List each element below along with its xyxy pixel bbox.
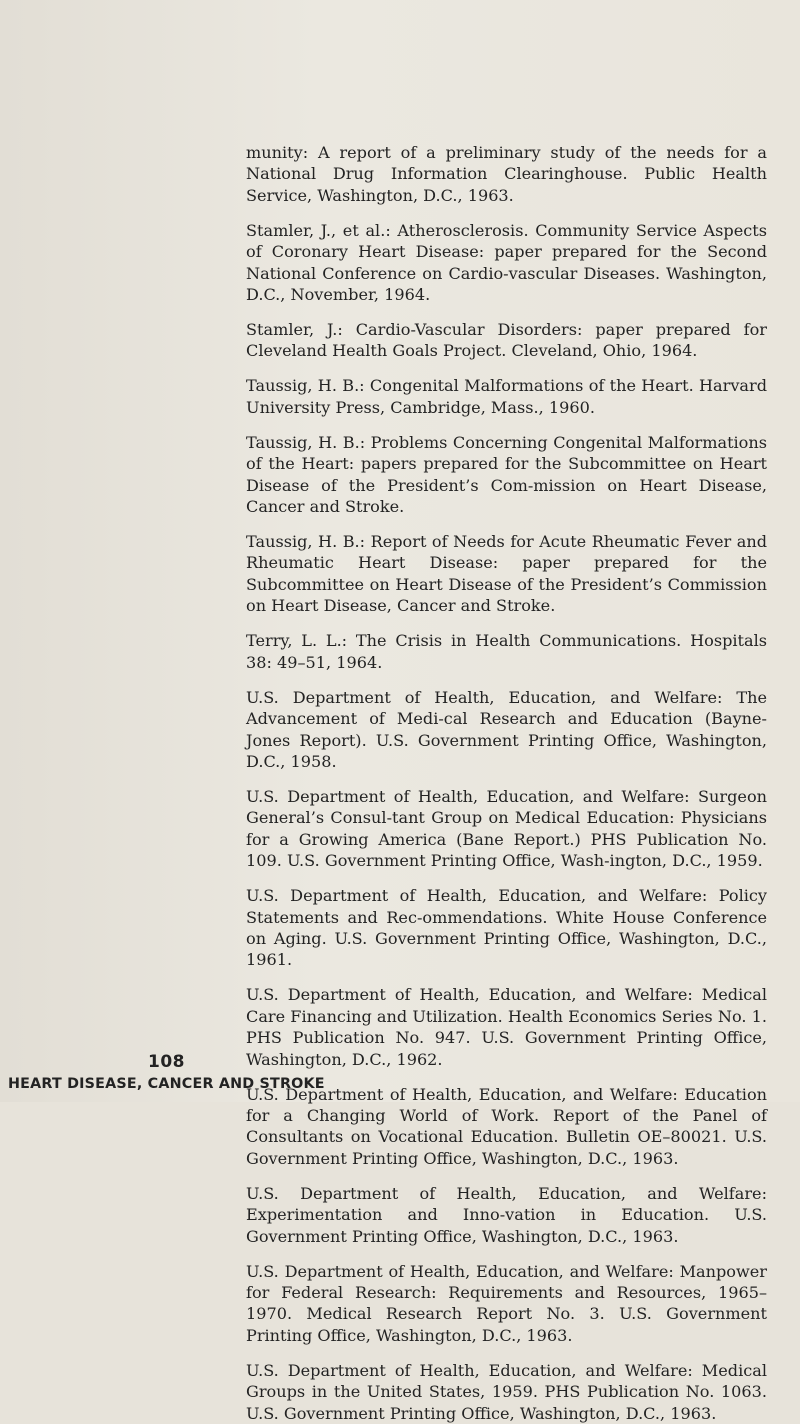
reference-entry: U.S. Department of Health, Education, and Welfare: Education for a Changing World of Work. Report of the Panel of Consultants on Vocational Education. Bulletin OE–80021. U.S. Government Printing Office, Washington, D.C., 1963. <box>246 1084 767 1168</box>
reference-entry: Taussig, H. B.: Problems Concerning Congenital Malformations of the Heart: papers prepared for the Subcommittee on Heart Disease of the President’s Com-mission on Heart Disease, Cancer and Stroke. <box>246 432 767 517</box>
reference-entry: U.S. Department of Health, Education, and Welfare: Surgeon General’s Consul-tant Group on Medical Education: Physicians for a Growing America (Bane Report.) PHS Publication No. 109. U.S. Government Printing Office, Wash-ington, D.C., 1959. <box>246 786 767 871</box>
page-number: 108 <box>148 1052 185 1072</box>
reference-entry: U.S. Department of Health, Education, and Welfare: Medical Care Financing and Utilization. Health Economics Series No. 1. PHS Publication No. 947. U.S. Government Printing Office, Washington, D.C., 1962. <box>246 985 767 1069</box>
reference-entry: Taussig, H. B.: Report of Needs for Acute Rheumatic Fever and Rheumatic Heart Disease: paper prepared for the Subcommittee on Heart Disease of the President’s Commission on Heart Disease, Cancer and Stroke. <box>246 532 767 616</box>
reference-entry: Taussig, H. B.: Congenital Malformations of the Heart. Harvard University Press, Cambridge, Mass., 1960. <box>246 376 767 417</box>
reference-entry: U.S. Department of Health, Education, and Welfare: The Advancement of Medi-cal Research and Education (Bayne-Jones Report). U.S. Government Printing Office, Washington, D.C., 1958. <box>246 687 767 771</box>
running-head: HEART DISEASE, CANCER AND STROKE <box>8 1076 325 1092</box>
reference-entry: munity: A report of a preliminary study of the needs for a National Drug Information Clearinghouse. Public Health Service, Washington, D.C., 1963. <box>246 143 767 205</box>
reference-entry: U.S. Department of Health, Education, and Welfare: Experimentation and Inno-vation in Education. U.S. Government Printing Office, Washington, D.C., 1963. <box>246 1183 767 1246</box>
reference-entry: U.S. Department of Health, Education, and Welfare: Manpower for Federal Research: Requirements and Resources, 1965–1970. Medical Research Report No. 3. U.S. Government Printing Office, Washington, D.C., 1963. <box>246 1261 767 1345</box>
reference-entry: U.S. Department of Health, Education, and Welfare: Policy Statements and Rec-ommendations. White House Conference on Aging. U.S. Government Printing Office, Washington, D.C., 1961. <box>246 886 767 970</box>
reference-list <box>246 142 767 1424</box>
reference-entry: Terry, L. L.: The Crisis in Health Communications. Hospitals 38: 49–51, 1964. <box>246 631 767 672</box>
reference-entry: Stamler, J.: Cardio-Vascular Disorders: paper prepared for Cleveland Health Goals Project. Cleveland, Ohio, 1964. <box>246 320 767 361</box>
reference-entry: Stamler, J., et al.: Atherosclerosis. Community Service Aspects of Coronary Heart Disease: paper prepared for the Second National Conference on Cardio-vascular Diseases. Washington, D.C., November, 1964. <box>246 220 767 305</box>
reference-entry: U.S. Department of Health, Education, and Welfare: Medical Groups in the United States, 1959. PHS Publication No. 1063. U.S. Government Printing Office, Washington, D.C., 1963. <box>246 1360 767 1423</box>
